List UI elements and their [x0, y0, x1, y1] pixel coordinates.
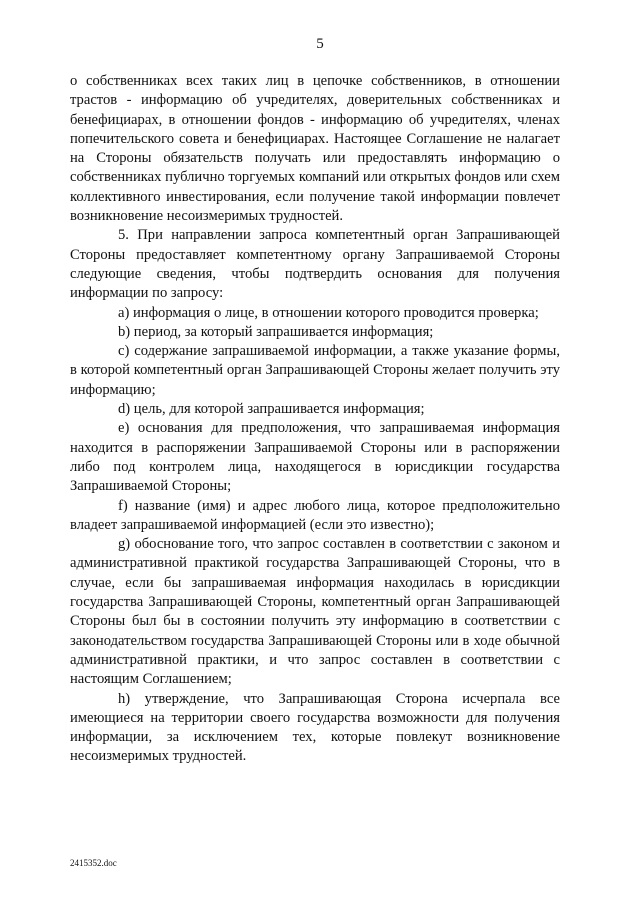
page-number: 5 [316, 36, 324, 52]
paragraph-continuation: о собственниках всех таких лиц в цепочке собственников, в отношении трастов - информацию об учредителях, доверительных собственниках и бенефициарах, в отношении фондов - информацию об учредителях, членах попечительского совета и бенефициарах. Настоящее Соглашение не налагает на Стороны обязательств получать или предоставлять информацию о собственниках публично торгуемых компаний или открытых фондов или схем коллективного инвестирования, если получение такой информации повлечет возникновение несоизмеримых трудностей. [70, 73, 560, 225]
paragraph-subitem-b: b) период, за который запрашивается информация; [118, 323, 434, 340]
paragraph-subitem-e: e) основания для предположения, что запрашиваемая информация находится в распоряжении Запрашиваемой Стороны или в распоряжении либо под контролем лица, находящегося в юрисдикции государства Запрашиваемой Стороны; [70, 420, 560, 495]
paragraph-subitem-f: f) название (имя) и адрес любого лица, которое предположительно владеет запрашиваемой информацией (если это известно); [70, 497, 560, 533]
paragraph-item-5: 5. При направлении запроса компетентный орган Запрашивающей Стороны предоставляет компетентному органу Запрашиваемой Стороны следующие сведения, чтобы подтвердить основания для получения информации по запросу: [70, 227, 560, 302]
paragraph-subitem-a: a) информация о лице, в отношении которого проводится проверка; [118, 304, 539, 321]
body-text [70, 72, 560, 767]
paragraph-subitem-g: g) обоснование того, что запрос составлен в соответствии с законом и административной практикой государства Запрашивающей Стороны, что в случае, если бы запрашиваемая информация находилась в юрисдикции государства Запрашивающей Стороны, компетентный орган Запрашивающей Стороны был бы в состоянии получить эту информацию в соответствии с законодательством государства Запрашивающей Стороны или в ходе обычной административной практики, и что запрос составлен в соответствии с настоящим Соглашением; [70, 536, 560, 688]
footer-doc-name: 2415352.doc [70, 858, 117, 868]
paragraph-subitem-c: c) содержание запрашиваемой информации, а также указание формы, в которой компетентный орган Запрашивающей Стороны желает получить эту информацию; [70, 343, 560, 398]
paragraph-subitem-h: h) утверждение, что Запрашивающая Сторона исчерпала все имеющиеся на территории своего государства возможности для получения информации, за исключением тех, которые повлекут возникновение несоизмеримых трудностей. [70, 690, 560, 765]
paragraph-subitem-d: d) цель, для которой запрашивается информация; [118, 401, 425, 418]
